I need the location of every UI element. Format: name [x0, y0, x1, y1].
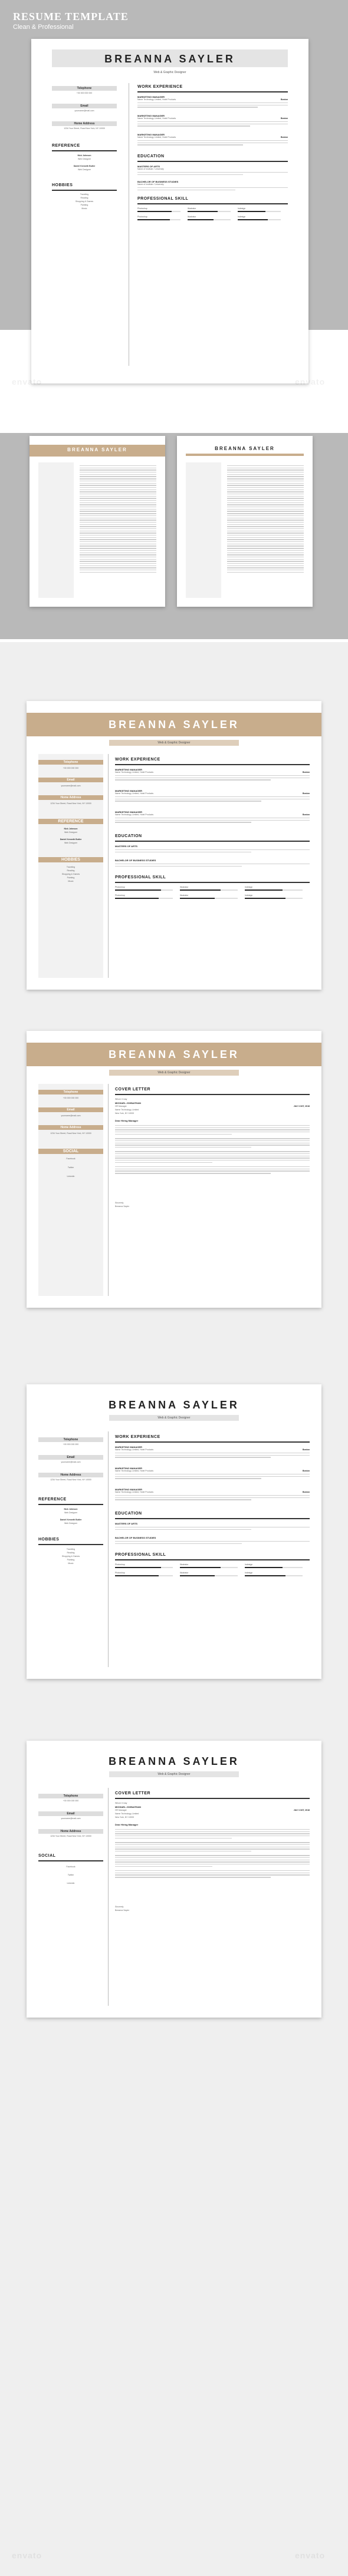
hobby-item: Painting — [67, 1559, 75, 1561]
skill-bar-fill — [188, 219, 214, 220]
resume-preview-1 — [31, 39, 308, 383]
cover-letter-tan — [27, 1031, 321, 1308]
resume-name: BREANNA SAYLER — [109, 719, 239, 730]
skill-label: Photoshop — [115, 894, 125, 897]
column-divider — [108, 754, 109, 978]
role-bar — [186, 454, 304, 456]
edu-title: MASTERS OF ARTS — [137, 165, 160, 168]
address-value: 1234 Your Street, Road New York, NY 10000 — [50, 1479, 91, 1481]
edu-description — [115, 1541, 310, 1545]
hobbies-heading: HOBBIES — [38, 857, 103, 862]
social-item: Linkedin — [67, 1882, 75, 1884]
social-item: Linkedin — [67, 1175, 75, 1178]
skill-bar — [115, 889, 173, 891]
page-title: RESUME TEMPLATE — [13, 11, 129, 22]
resume-name: BREANNA SAYLER — [109, 1399, 239, 1411]
education-heading: EDUCATION — [115, 1512, 142, 1516]
sidebar — [38, 462, 74, 598]
edu-title: BACHELOR OF BUSINESS STUDIES — [137, 180, 179, 183]
edu-school: Name of Institute / University — [137, 183, 164, 186]
job-company: Name Technology Limited, Hotel Products — [115, 771, 154, 773]
social-item: Facebook — [66, 1866, 75, 1868]
hobbies-heading: HOBBIES — [38, 1537, 60, 1542]
skill-label: Photoshop — [115, 1563, 125, 1566]
social-heading: SOCIAL — [38, 1854, 56, 1858]
ref2-role: Web Designer — [77, 168, 91, 171]
job-title: MARKETING MANAGER — [115, 789, 142, 792]
resume-name: BREANNA SAYLER — [215, 446, 275, 451]
email-value: yourname@mail.com — [61, 1817, 81, 1820]
job-company: Name Technology Limited, Hotel Products — [137, 117, 176, 120]
cover-greeting: Dear Hiring Manager — [115, 1119, 139, 1122]
skill-bar-fill — [238, 211, 265, 212]
email-label: Email — [38, 1107, 103, 1112]
job-location: Boston — [302, 1491, 310, 1493]
ref1-name: Nick Johnson — [64, 1508, 78, 1510]
skill-label: Indesign — [238, 216, 246, 218]
resume-tan — [27, 701, 321, 990]
skill-bar-fill — [180, 1575, 215, 1576]
cover-greeting: Dear Hiring Manager — [115, 1823, 139, 1826]
ref1-role: Web Designer — [64, 1512, 78, 1514]
skill-rule — [115, 882, 310, 883]
skill-label: Photoshop — [115, 886, 125, 888]
skill-label: Photoshop — [115, 1572, 125, 1574]
work-experience-heading: WORK EXPERIENCE — [115, 1435, 160, 1439]
job-description — [115, 1474, 310, 1480]
edu-title: MASTERS OF ARTS — [115, 845, 138, 848]
address-label: Home Address — [38, 1829, 103, 1834]
hobby-item: Shopping & Games — [61, 1555, 80, 1557]
resume-role: Web & Graphic Designer — [157, 1416, 191, 1420]
body-lines — [80, 465, 156, 574]
edu-title: MASTERS OF ARTS — [115, 1522, 138, 1525]
skill-label: Illustrator — [180, 1572, 189, 1574]
skill-bar — [245, 889, 303, 891]
job-location: Boston — [302, 792, 310, 795]
watermark: envato — [295, 377, 326, 386]
social-item: Twitter — [67, 1166, 74, 1169]
column-divider — [108, 1788, 109, 2006]
hobby-item: Music — [68, 1562, 74, 1565]
telephone-value: +00 000 000 000 — [63, 1443, 79, 1446]
address-label: Home Address — [52, 121, 117, 126]
skill-label: Illustrator — [180, 886, 189, 888]
ref1-role: Web Designer — [77, 158, 91, 160]
job-location: Boston — [302, 771, 310, 773]
edu-description — [137, 187, 288, 191]
skill-rule — [115, 1559, 310, 1560]
skill-label: Photoshop — [137, 216, 147, 218]
education-rule — [115, 1518, 310, 1519]
telephone-label: Telephone — [38, 1090, 103, 1094]
education-rule — [137, 161, 288, 162]
cover-rule — [115, 1798, 310, 1799]
hobby-item: Reading — [80, 197, 88, 199]
social-item: Facebook — [66, 1158, 75, 1160]
hobbies-rule — [38, 1544, 103, 1545]
skill-bar — [245, 1575, 303, 1576]
reference-rule — [38, 1504, 103, 1505]
skill-bar — [245, 1567, 303, 1568]
email-value: yourname@mail.com — [61, 1461, 81, 1463]
telephone-label: Telephone — [52, 86, 117, 91]
telephone-value: +00 000 000 000 — [63, 1097, 79, 1099]
job-description — [115, 1453, 310, 1459]
watermark: envato — [12, 2551, 42, 2560]
skill-bar — [137, 219, 180, 220]
education-rule — [115, 841, 310, 842]
job-description — [137, 140, 288, 147]
thumbnail-page-2 — [177, 436, 313, 607]
work-rule — [115, 1441, 310, 1443]
job-title: MARKETING MANAGER — [115, 1488, 142, 1491]
address-value: 1234 Your Street, Road New York, NY 10000 — [50, 802, 91, 805]
ref1-name: Nick Johnson — [77, 154, 91, 157]
job-company: Name Technology Limited, Hotel Products — [115, 792, 154, 795]
hobbies-rule — [52, 190, 117, 191]
job-title: MARKETING MANAGER — [137, 133, 165, 136]
thumbnail-page-1 — [29, 436, 165, 607]
ref2-name: Daniel Kenneth Butler — [60, 1519, 82, 1521]
hobby-item: Traveling — [66, 866, 75, 868]
cover-role: HR Manager — [115, 1809, 127, 1811]
telephone-value: +00 000 000 000 — [76, 92, 93, 94]
job-company: Name Technology Limited, Hotel Products — [115, 1470, 154, 1472]
skill-bar — [245, 898, 303, 899]
skill-rule — [137, 203, 288, 204]
job-title: MARKETING MANAGER — [137, 114, 165, 117]
resume-role: Web & Graphic Designer — [157, 1071, 191, 1074]
email-label: Email — [52, 104, 117, 108]
job-location: Boston — [302, 1470, 310, 1472]
skill-bar — [180, 1567, 238, 1568]
cover-date: JULY 21ST, 2018 — [293, 1105, 310, 1107]
job-company: Name Technology Limited, Hotel Products — [137, 136, 176, 138]
work-rule — [137, 91, 288, 92]
cover-letter-heading: COVER LETTER — [115, 1087, 151, 1092]
skill-bar — [115, 898, 173, 899]
hobby-item: Traveling — [66, 1548, 75, 1550]
hobby-item: Painting — [80, 204, 88, 206]
job-title: MARKETING MANAGER — [115, 768, 142, 771]
address-label: Home Address — [38, 795, 103, 800]
edu-description — [137, 172, 288, 176]
cover-address: New York, NY 10000 — [115, 1816, 134, 1818]
telephone-label: Telephone — [38, 1437, 103, 1442]
telephone-value: +00 000 000 000 — [63, 767, 79, 769]
job-location: Boston — [280, 117, 288, 120]
skill-bar-fill — [238, 219, 268, 220]
edu-description — [115, 849, 310, 854]
skill-bar — [238, 219, 281, 220]
hobby-item: Music — [68, 880, 74, 882]
page-subtitle: Clean & Professional — [13, 24, 74, 31]
resume-name: BREANNA SAYLER — [109, 1049, 239, 1060]
address-label: Home Address — [38, 1473, 103, 1477]
skill-bar — [115, 1567, 173, 1568]
cover-to: Whom it may — [115, 1802, 127, 1804]
cover-role: HR Manager — [115, 1105, 127, 1107]
job-description — [115, 818, 310, 824]
job-location: Boston — [302, 814, 310, 816]
resume-grey — [27, 1384, 321, 1679]
skill-bar — [238, 211, 281, 212]
ref1-role: Web Designer — [64, 831, 78, 834]
skill-bar-fill — [245, 1567, 283, 1568]
cover-letter-heading: COVER LETTER — [115, 1791, 151, 1795]
skill-bar-fill — [245, 1575, 285, 1576]
skill-label: Indesign — [245, 1572, 253, 1574]
skill-bar-fill — [245, 889, 283, 891]
ref2-name: Daniel Kenneth Butler — [73, 165, 96, 167]
professional-skill-heading: PROFESSIONAL SKILL — [115, 875, 166, 879]
hobby-item: Shopping & Games — [75, 200, 94, 203]
hobby-item: Painting — [67, 877, 75, 879]
cover-rule — [115, 1094, 310, 1095]
resume-name: BREANNA SAYLER — [109, 1755, 239, 1767]
email-value: yourname@mail.com — [74, 110, 94, 112]
cover-recipient: MICHAEL JOHNATHAN — [115, 1805, 142, 1808]
ref2-role: Web Designer — [64, 842, 78, 844]
skill-label: Illustrator — [180, 894, 189, 897]
address-value: 1234 Your Street, Road New York, NY 10000 — [64, 127, 105, 130]
skill-bar — [188, 219, 231, 220]
job-description — [115, 775, 310, 782]
email-value: yourname@mail.com — [61, 1115, 81, 1117]
skill-label: Indesign — [238, 207, 246, 210]
column-divider — [108, 1084, 109, 1296]
cover-recipient: MICHAEL JOHNATHAN — [115, 1102, 142, 1105]
professional-skill-heading: PROFESSIONAL SKILL — [137, 197, 189, 201]
social-rule — [38, 1860, 103, 1861]
job-location: Boston — [302, 1449, 310, 1451]
address-label: Home Address — [38, 1125, 103, 1130]
cover-letter-grey — [27, 1741, 321, 2018]
job-location: Boston — [280, 136, 288, 138]
skill-label: Indesign — [245, 886, 253, 888]
hobby-item: Traveling — [80, 193, 89, 196]
job-description — [115, 796, 310, 803]
education-heading: EDUCATION — [115, 834, 142, 838]
skill-bar-fill — [137, 211, 172, 212]
job-company: Name Technology Limited, Hotel Products — [137, 98, 176, 101]
edu-description — [115, 1527, 310, 1531]
job-location: Boston — [280, 98, 288, 101]
reference-heading: REFERENCE — [38, 819, 103, 824]
skill-bar-fill — [115, 1567, 161, 1568]
address-value: 1234 Your Street, Road New York, NY 10000 — [50, 1835, 91, 1837]
work-rule — [115, 764, 310, 765]
cover-signname: Breanna Sayler — [115, 1909, 130, 1912]
skill-bar — [180, 898, 238, 899]
resume-role: Web & Graphic Designer — [153, 71, 186, 74]
skill-label: Indesign — [245, 1563, 253, 1566]
cover-to: Whom it may — [115, 1098, 127, 1100]
resume-role: Web & Graphic Designer — [157, 741, 191, 745]
skill-bar — [180, 889, 238, 891]
professional-skill-heading: PROFESSIONAL SKILL — [115, 1553, 166, 1557]
job-title: MARKETING MANAGER — [115, 811, 142, 814]
reference-rule — [52, 150, 117, 151]
skill-bar-fill — [180, 898, 215, 899]
ref2-name: Daniel Kenneth Butler — [60, 838, 82, 841]
footer-band — [0, 2056, 348, 2576]
hobby-item: Music — [81, 207, 87, 210]
skill-bar-fill — [180, 889, 221, 891]
social-item: Twitter — [67, 1874, 74, 1876]
job-title: MARKETING MANAGER — [115, 1467, 142, 1470]
sidebar — [186, 462, 221, 598]
job-company: Name Technology Limited, Hotel Products — [115, 1491, 154, 1493]
resume-name: BREANNA SAYLER — [67, 447, 127, 452]
job-company: Name Technology Limited, Hotel Products — [115, 1449, 154, 1451]
edu-description — [115, 864, 310, 868]
job-title: MARKETING MANAGER — [115, 1446, 142, 1449]
email-value: yourname@mail.com — [61, 785, 81, 787]
skill-bar — [115, 1575, 173, 1576]
cover-sign: Sincerely — [115, 1906, 124, 1908]
resume-name: BREANNA SAYLER — [104, 53, 235, 65]
telephone-label: Telephone — [38, 1794, 103, 1798]
hobby-item: Shopping & Games — [61, 873, 80, 875]
edu-title: BACHELOR OF BUSINESS STUDIES — [115, 1536, 156, 1539]
skill-bar-fill — [115, 898, 159, 899]
resume-role: Web & Graphic Designer — [157, 1773, 191, 1776]
job-company: Name Technology Limited, Hotel Products — [115, 814, 154, 816]
skill-bar-fill — [115, 1575, 159, 1576]
column-divider — [108, 1431, 109, 1667]
hobby-item: Reading — [67, 1552, 75, 1554]
edu-school: Name of Institute / University — [137, 168, 164, 170]
skill-bar-fill — [188, 211, 218, 212]
ref2-role: Web Designer — [64, 1522, 78, 1525]
watermark: envato — [295, 2551, 326, 2560]
email-label: Email — [38, 1455, 103, 1460]
cover-date: JULY 21ST, 2018 — [293, 1809, 310, 1811]
skill-bar-fill — [180, 1567, 221, 1568]
cover-company: Name Technology Limited — [115, 1109, 139, 1111]
skill-label: Illustrator — [180, 1563, 189, 1566]
body-lines — [227, 465, 304, 574]
address-value: 1234 Your Street, Road New York, NY 10000 — [50, 1132, 91, 1135]
skill-bar-fill — [245, 898, 285, 899]
watermark: envato — [12, 377, 42, 386]
reference-heading: REFERENCE — [52, 144, 80, 148]
social-heading: SOCIAL — [38, 1149, 103, 1154]
cover-body — [115, 1125, 310, 1175]
cover-sign: Sincerely — [115, 1202, 124, 1204]
skill-label: Indesign — [245, 894, 253, 897]
work-experience-heading: WORK EXPERIENCE — [115, 758, 160, 762]
job-title: MARKETING MANAGER — [137, 95, 165, 98]
cover-signname: Breanna Sayler — [115, 1205, 130, 1208]
email-label: Email — [38, 778, 103, 782]
telephone-value: +00 000 000 000 — [63, 1800, 79, 1802]
job-description — [137, 121, 288, 128]
hobbies-heading: HOBBIES — [52, 183, 73, 187]
skill-label: Photoshop — [137, 207, 147, 210]
skill-label: Illustrator — [188, 207, 196, 210]
telephone-label: Telephone — [38, 760, 103, 765]
skill-bar — [137, 211, 180, 212]
cover-address: New York, NY 10000 — [115, 1112, 134, 1115]
skill-label: Illustrator — [188, 216, 196, 218]
job-description — [115, 1495, 310, 1502]
skill-bar-fill — [137, 219, 170, 220]
ref1-name: Nick Johnson — [64, 828, 78, 830]
email-label: Email — [38, 1811, 103, 1816]
reference-heading: REFERENCE — [38, 1497, 67, 1502]
cover-body — [115, 1829, 310, 1879]
skill-bar — [180, 1575, 238, 1576]
cover-company: Name Technology Limited — [115, 1813, 139, 1815]
edu-title: BACHELOR OF BUSINESS STUDIES — [115, 859, 156, 862]
hobby-item: Reading — [67, 869, 75, 872]
work-experience-heading: WORK EXPERIENCE — [137, 85, 183, 89]
skill-bar — [188, 211, 231, 212]
skill-bar-fill — [115, 889, 161, 891]
education-heading: EDUCATION — [137, 154, 165, 158]
job-description — [137, 102, 288, 109]
